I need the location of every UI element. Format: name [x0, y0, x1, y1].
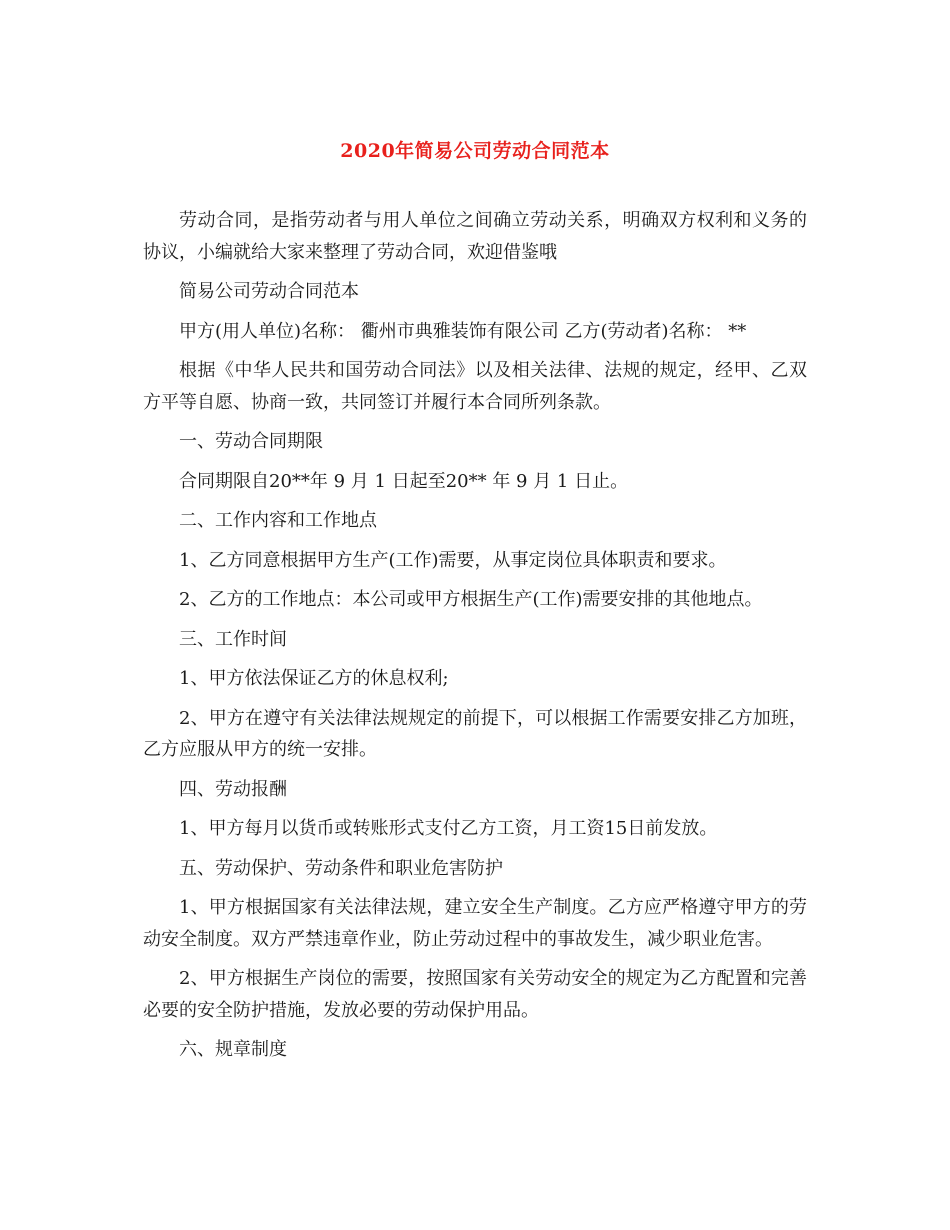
- section-heading: 一、劳动合同期限: [179, 431, 323, 452]
- paragraph: 1、甲方依法保证乙方的休息权利;: [179, 668, 449, 689]
- paragraph: 2、甲方在遵守有关法律法规规定的前提下，可以根据工作需要安排乙方加班，乙方应服从甲方的统一安排。: [143, 707, 807, 760]
- paragraph: 1、甲方根据国家有关法律法规，建立安全生产制度。乙方应严格遵守甲方的劳动安全制度。双方严禁违章作业，防止劳动过程中的事故发生，减少职业危害。: [143, 897, 807, 950]
- paragraph-subtitle: 简易公司劳动合同范本: [179, 281, 359, 302]
- section-heading: 二、工作内容和工作地点: [179, 510, 377, 531]
- paragraph: 1、乙方同意根据甲方生产(工作)需要，从事定岗位具体职责和要求。: [179, 549, 727, 571]
- section-heading: 三、工作时间: [179, 628, 287, 650]
- section-heading: 六、规章制度: [179, 1039, 287, 1060]
- document-body: [143, 205, 807, 1074]
- paragraph: 2、乙方的工作地点：本公司或甲方根据生产(工作)需要安排的其他地点。: [179, 589, 763, 610]
- paragraph-basis: 根据《中华人民共和国劳动合同法》以及相关法律、法规的规定，经甲、乙双方平等自愿、协商一致，共同签订并履行本合同所列条款。: [143, 360, 807, 413]
- section-heading: 五、劳动保护、劳动条件和职业危害防护: [179, 857, 503, 879]
- paragraph-parties: 甲方(用人单位)名称： 衢州市典雅装饰有限公司 乙方(劳动者)名称： **: [179, 320, 747, 342]
- paragraph-intro: 劳动合同，是指劳动者与用人单位之间确立劳动关系，明确双方权利和义务的协议，小编就给大家来整理了劳动合同，欢迎借鉴哦: [143, 210, 807, 263]
- paragraph: 合同期限自20**年 9 月 1 日起至20** 年 9 月 1 日止。: [179, 470, 629, 492]
- section-heading: 四、劳动报酬: [179, 778, 287, 800]
- document-title: 2020年简易公司劳动合同范本: [340, 140, 610, 162]
- paragraph: 1、甲方每月以货币或转账形式支付乙方工资，月工资15日前发放。: [179, 818, 718, 839]
- paragraph: 2、甲方根据生产岗位的需要，按照国家有关劳动安全的规定为乙方配置和完善必要的安全防护措施，发放必要的劳动保护用品。: [143, 968, 807, 1021]
